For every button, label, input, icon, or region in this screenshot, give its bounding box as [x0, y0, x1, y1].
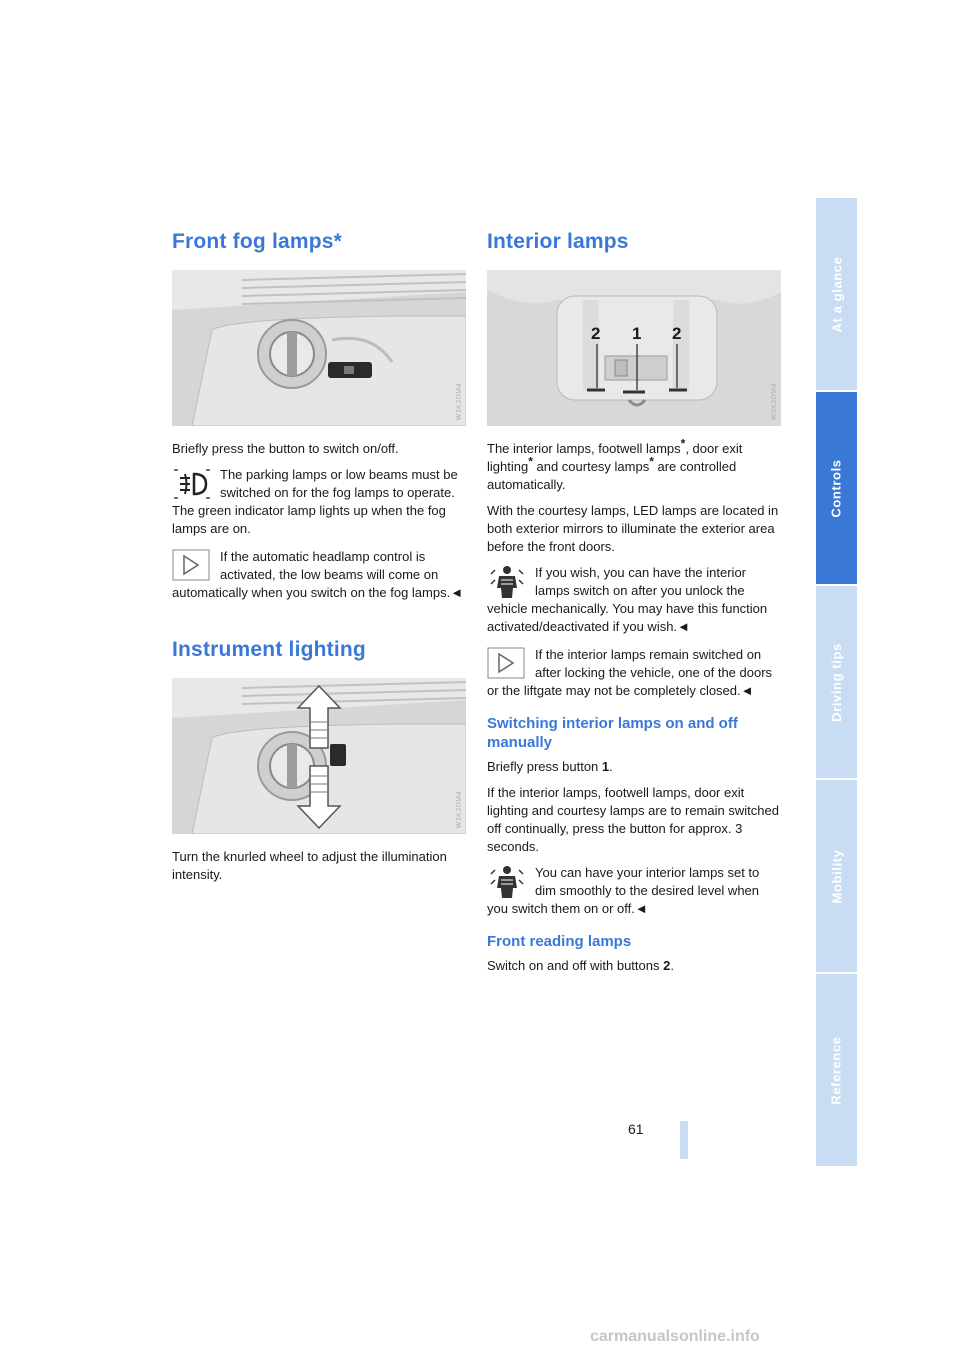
text-run: The interior lamps, footwell lamps	[487, 441, 681, 456]
fog-paragraph: Briefly press the button to switch on/off.	[172, 441, 399, 456]
interior-unlock-note	[487, 564, 781, 636]
right-column	[487, 228, 781, 983]
subsection-title-manual: Switching interior lamps on and off manually	[487, 715, 738, 751]
section-title-interior-lamps: Interior lamps	[487, 230, 629, 253]
figure-code: W3K2DM4	[456, 790, 463, 828]
interior-paragraph-1	[487, 436, 781, 494]
manual-paragraph-1	[487, 758, 781, 776]
instrument-paragraph: Turn the knurled wheel to adjust the illumination intensity.	[172, 849, 447, 882]
left-column	[172, 228, 466, 892]
dim-note-text: You can have your interior lamps set to dim smoothly to the desired level when you switch them on or off.◄	[487, 865, 760, 916]
figure-interior-lamps	[487, 270, 781, 426]
service-person-icon	[487, 564, 527, 600]
tab-driving-tips[interactable]	[816, 586, 857, 778]
manual-paragraph-2: If the interior lamps, footwell lamps, door exit lighting and courtesy lamps are to remain switched off continually, press the button for approx. 3 seconds.	[487, 785, 779, 854]
interior-unlock-note-text: If you wish, you can have the interior lamps switch on after you unlock the vehicle mechanically. You may have this function activated/deactivated if you wish.◄	[487, 565, 768, 634]
interior-doors-note	[487, 646, 781, 700]
service-person-icon	[487, 864, 527, 900]
tab-label: Mobility	[829, 849, 844, 903]
figure-code: W3K2DM4	[771, 382, 778, 420]
fog-indicator-note-text: The parking lamps or low beams must be switched on for the fog lamps to operate. The green indicator lamp lights up when the fog lamps are on.	[172, 467, 458, 536]
reading-lamps-paragraph	[487, 957, 781, 975]
figure-fog-lamp-switch	[172, 270, 466, 426]
tab-mobility[interactable]	[816, 780, 857, 972]
tab-label: Reference	[829, 1035, 844, 1105]
button-ref-2: 2	[663, 958, 671, 973]
interior-doors-note-text: If the interior lamps remain switched on after locking the vehicle, one of the doors or the liftgate may not be completely closed.◄	[487, 647, 773, 698]
text-run: Briefly press button	[487, 759, 602, 774]
text-run: Switch on and off with buttons	[487, 958, 664, 973]
text-run: are controlled automatically.	[487, 459, 737, 492]
text-run: , door exit lighting	[487, 441, 743, 474]
tab-controls[interactable]	[816, 392, 857, 584]
dim-note	[487, 864, 781, 918]
section-title-instrument-lighting: Instrument lighting	[172, 638, 366, 661]
fog-switch-illustration	[172, 270, 466, 426]
subsection-title-reading-lamps: Front reading lamps	[487, 933, 632, 950]
page-marker-bar	[680, 1121, 688, 1159]
tab-label: Driving tips	[829, 642, 844, 722]
tab-label: At a glance	[829, 256, 844, 332]
tab-reference[interactable]	[816, 974, 857, 1166]
chapter-tabs	[816, 198, 857, 1168]
optional-star: *	[680, 436, 686, 451]
section-title-fog-lamps: Front fog lamps*	[172, 230, 343, 253]
fog-indicator-note	[172, 466, 466, 538]
footer-watermark: carmanualsonline.info	[590, 1328, 760, 1345]
callout-label-2-left: 2	[591, 324, 601, 343]
text-run: and courtesy lamps	[532, 459, 650, 474]
figure-code: W3K2DM4	[456, 382, 463, 420]
interior-paragraph-2: With the courtesy lamps, LED lamps are located in both exterior mirrors to illuminate the exterior area before the front doors.	[487, 503, 779, 554]
interior-lamps-illustration	[487, 270, 781, 426]
button-ref-1: 1	[601, 759, 610, 774]
note-triangle-icon	[172, 548, 212, 584]
tab-at-a-glance[interactable]	[816, 198, 857, 390]
optional-star: *	[649, 454, 654, 469]
callout-label-1: 1	[632, 324, 642, 343]
fog-auto-note-text: If the automatic headlamp control is activated, the low beams will come on automatically when you switch on the fog lamps.◄	[172, 549, 464, 600]
text-run: .	[609, 759, 613, 774]
page-number: 61	[628, 1121, 644, 1137]
fog-auto-note	[172, 548, 466, 602]
tab-label: Controls	[829, 458, 844, 518]
text-run: .	[670, 958, 674, 973]
optional-star: *	[528, 454, 533, 469]
callout-label-2-right: 2	[672, 324, 682, 343]
note-triangle-icon	[487, 646, 527, 682]
instrument-wheel-illustration	[172, 678, 466, 834]
fog-lamp-indicator-icon	[172, 466, 212, 502]
figure-instrument-lighting	[172, 678, 466, 834]
